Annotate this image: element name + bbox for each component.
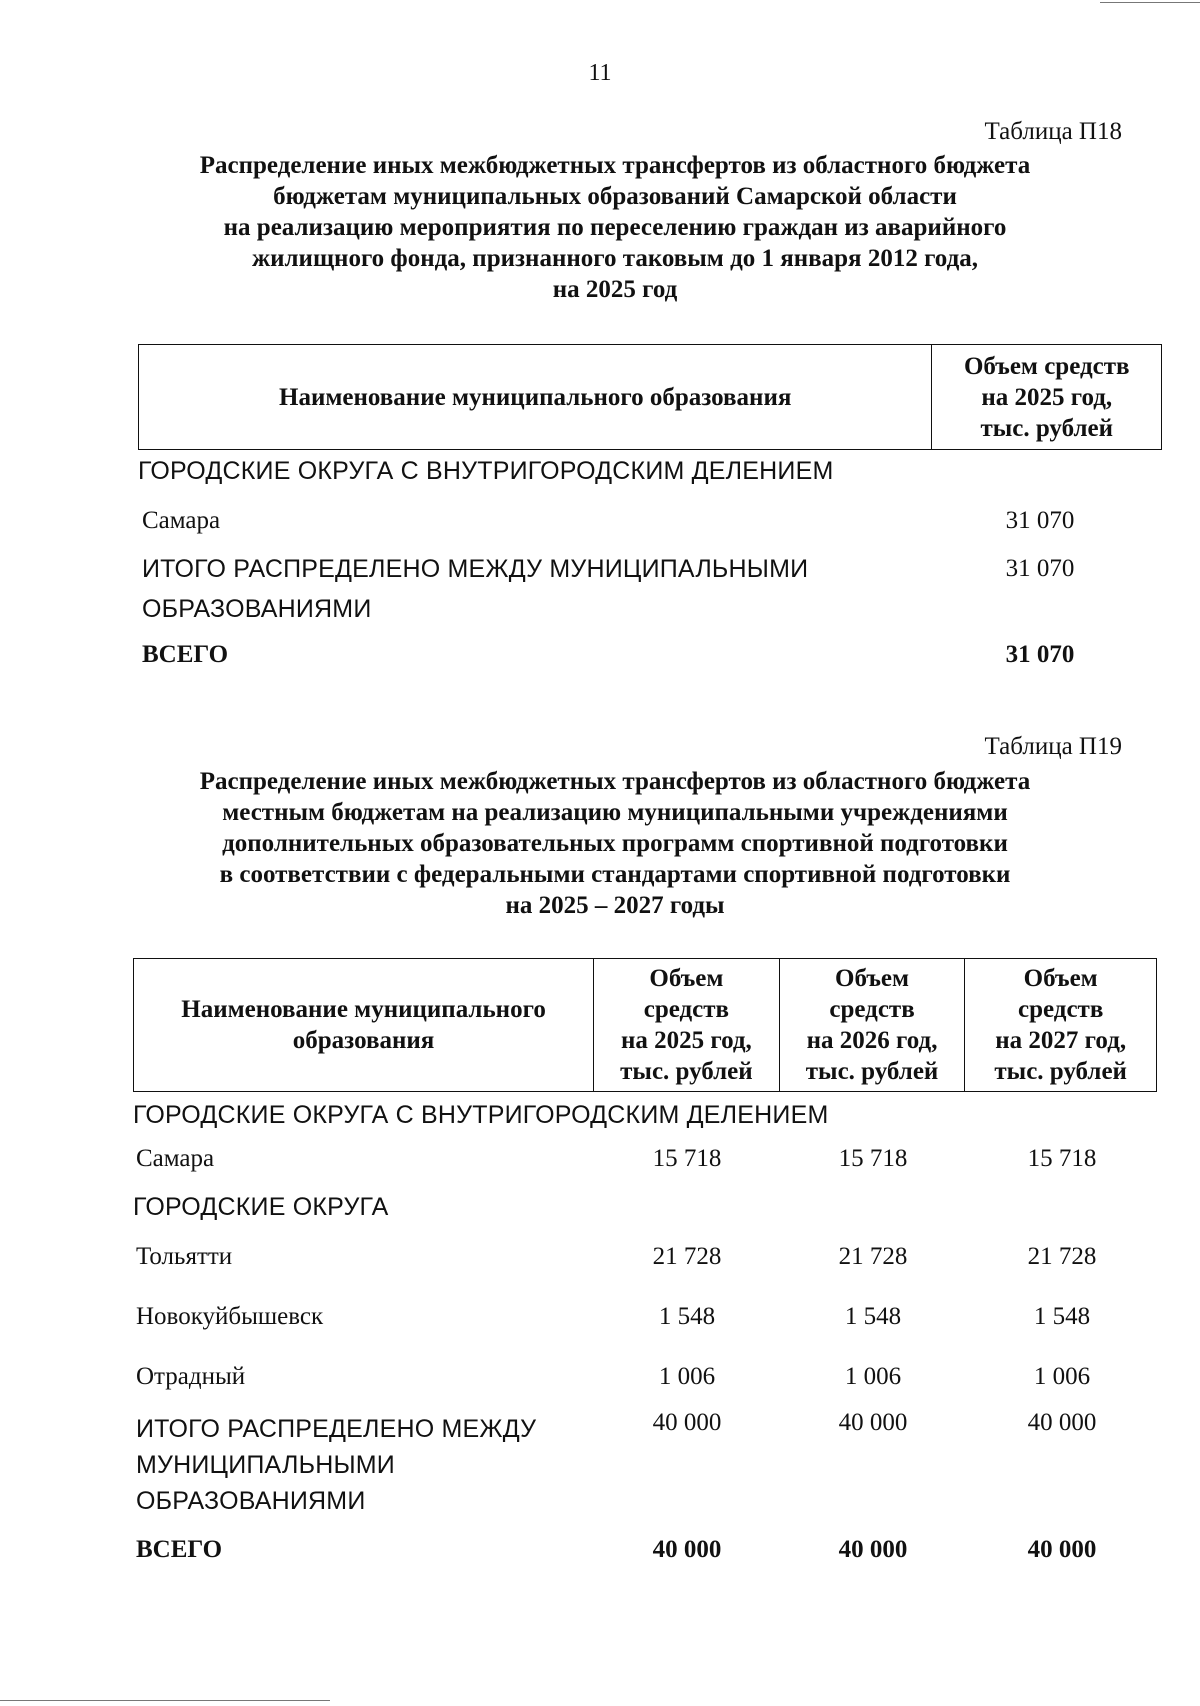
header-2025 [593, 959, 779, 1091]
title-line: на 2025 год [552, 276, 678, 303]
scan-edge-line [1100, 2, 1200, 3]
page-number: 11 [588, 60, 612, 86]
row-value-2026: 1 548 [844, 1303, 902, 1330]
header-line: тыс. рублей [994, 1058, 1127, 1085]
p19-section-1: ГОРОДСКИЕ ОКРУГА С ВНУТРИГОРОДСКИМ ДЕЛЕНИЕМ [133, 1101, 829, 1129]
header-name [134, 959, 593, 1091]
header-line: Наименование муниципального [181, 996, 546, 1023]
header-2027 [964, 959, 1156, 1091]
total-name: ВСЕГО [136, 1536, 223, 1563]
total-value: 31 070 [1005, 641, 1075, 668]
total-value-2026: 40 000 [838, 1536, 908, 1563]
p19-section-2: ГОРОДСКИЕ ОКРУГА [133, 1193, 389, 1221]
row-name: Отрадный [136, 1363, 246, 1390]
row-value-2027: 15 718 [1027, 1145, 1097, 1172]
scan-edge-line [0, 1700, 330, 1701]
row-value-2025: 1 548 [658, 1303, 716, 1330]
subtotal-value: 31 070 [1005, 555, 1075, 582]
header-line: тыс. рублей [620, 1058, 753, 1085]
header-line: тыс. рублей [805, 1058, 939, 1085]
title-line: жилищного фонда, признанного таковым до 1 января 2012 года, [251, 245, 978, 272]
row-name: Тольятти [136, 1243, 233, 1270]
header-line: Объем [1023, 965, 1098, 992]
row-name: Самара [136, 1145, 215, 1172]
row-value-2025: 15 718 [652, 1145, 722, 1172]
total-value-2027: 40 000 [1027, 1536, 1097, 1563]
header-line: средств [643, 996, 730, 1023]
total-value-2025: 40 000 [652, 1536, 722, 1563]
table-p18-title [100, 150, 1130, 305]
subtotal-name-line: МУНИЦИПАЛЬНЫМИ [136, 1451, 395, 1479]
row-value-2026: 15 718 [838, 1145, 908, 1172]
header-line: Объем [835, 965, 910, 992]
header-line: Объем средств [963, 352, 1130, 380]
header-line: тыс. рублей [980, 414, 1113, 442]
table-p19-header [133, 958, 1157, 1092]
title-line: на 2025 – 2027 годы [505, 892, 725, 919]
header-amount [931, 345, 1161, 449]
table-p19-title [100, 766, 1130, 921]
row-value-2027: 1 548 [1033, 1303, 1091, 1330]
row-value: 31 070 [1005, 507, 1075, 534]
table-p18-label: Таблица П18 [984, 118, 1122, 145]
subtotal-name-line: ИТОГО РАСПРЕДЕЛЕНО МЕЖДУ МУНИЦИПАЛЬНЫМИ [142, 555, 809, 583]
row-value-2026: 21 728 [838, 1243, 908, 1270]
row-value-2027: 21 728 [1027, 1243, 1097, 1270]
total-name: ВСЕГО [142, 641, 229, 668]
header-line: образования [292, 1027, 435, 1054]
row-value-2027: 1 006 [1033, 1363, 1091, 1390]
subtotal-value-2027: 40 000 [1027, 1409, 1097, 1436]
title-line: Распределение иных межбюджетных трансфертов из областного бюджета [199, 152, 1031, 179]
title-line: бюджетам муниципальных образований Самарской области [273, 183, 957, 210]
header-2026 [779, 959, 965, 1091]
row-value-2026: 1 006 [844, 1363, 902, 1390]
subtotal-name-line: ОБРАЗОВАНИЯМИ [136, 1487, 366, 1515]
subtotal-name-line: ОБРАЗОВАНИЯМИ [142, 595, 372, 623]
row-name: Самара [142, 507, 221, 534]
header-line: Объем [649, 965, 724, 992]
header-line: на 2025 год, [621, 1027, 752, 1054]
subtotal-name-line: ИТОГО РАСПРЕДЕЛЕНО МЕЖДУ [136, 1415, 537, 1443]
header-line: на 2025 год, [981, 383, 1113, 411]
header-line: средств [1018, 996, 1104, 1023]
header-line: средств [829, 996, 915, 1023]
subtotal-value-2025: 40 000 [652, 1409, 722, 1436]
title-line: дополнительных образовательных программ спортивной подготовки [222, 830, 1008, 857]
title-line: Распределение иных межбюджетных трансфертов из областного бюджета [199, 768, 1031, 795]
table-p19-label: Таблица П19 [984, 733, 1122, 760]
row-name: Новокуйбышевск [136, 1303, 324, 1330]
row-value-2025: 1 006 [658, 1363, 716, 1390]
header-line: на 2026 год, [806, 1027, 938, 1054]
p18-section: ГОРОДСКИЕ ОКРУГА С ВНУТРИГОРОДСКИМ ДЕЛЕНИЕМ [138, 457, 834, 485]
subtotal-value-2026: 40 000 [838, 1409, 908, 1436]
title-line: в соответствии с федеральными стандартами спортивной подготовки [219, 861, 1011, 888]
header-line: на 2027 год, [995, 1027, 1127, 1054]
table-p18-header [138, 344, 1162, 450]
title-line: на реализацию мероприятия по переселению граждан из аварийного [223, 214, 1007, 241]
header-name: Наименование муниципального образования [279, 383, 792, 411]
title-line: местным бюджетам на реализацию муниципальными учреждениями [222, 799, 1008, 826]
row-value-2025: 21 728 [652, 1243, 722, 1270]
